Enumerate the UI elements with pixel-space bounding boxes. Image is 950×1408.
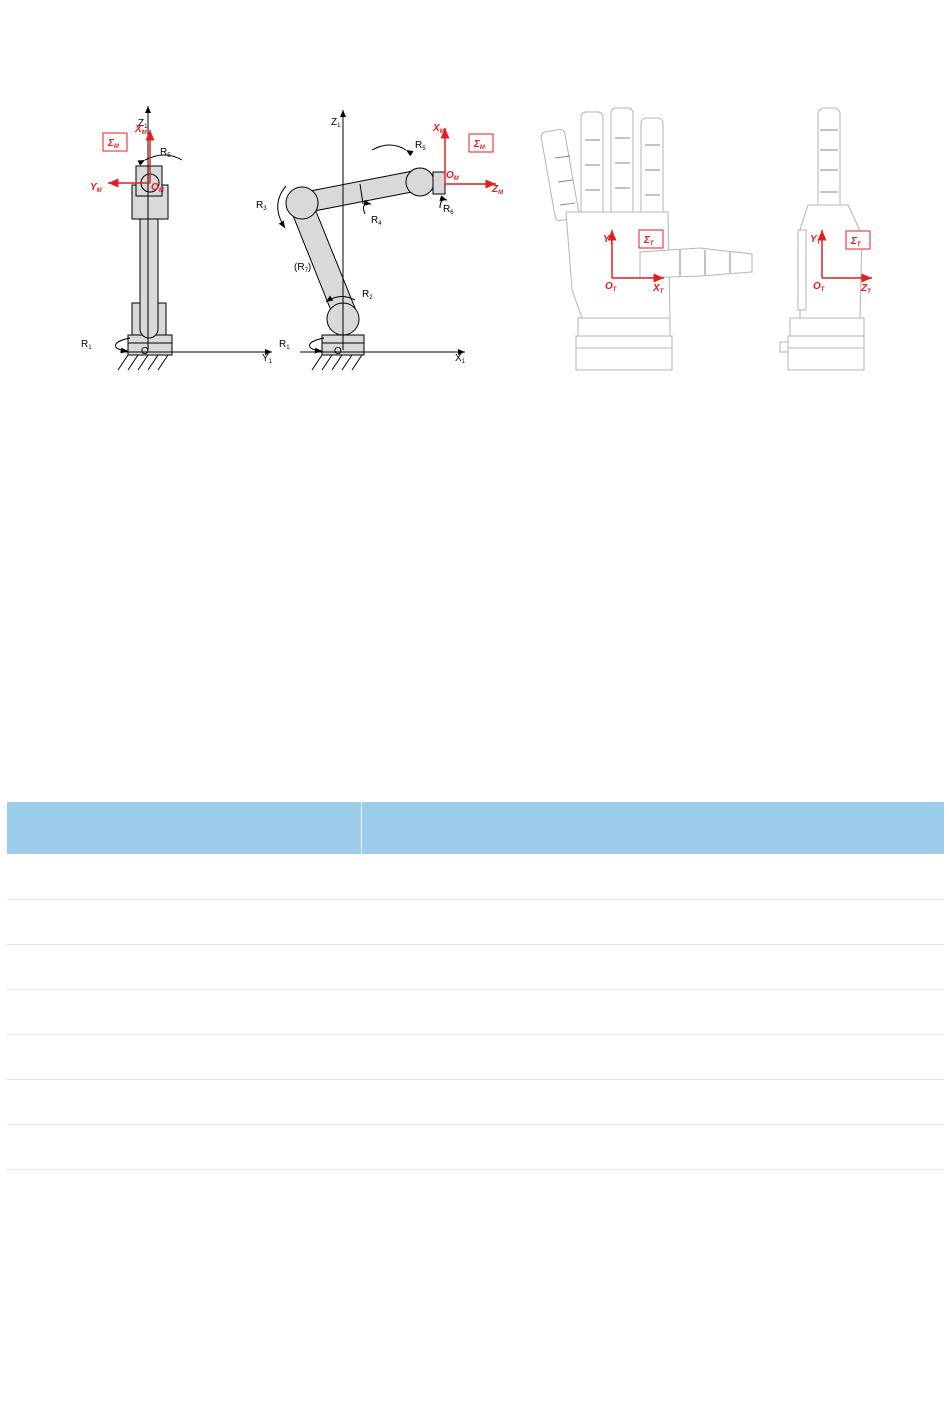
side-sigma-label: Σ — [474, 139, 480, 150]
side-zm-label: Z — [492, 184, 499, 195]
table-cell — [362, 944, 945, 989]
table-header-row — [7, 802, 944, 854]
front-y1-label: Y — [262, 353, 269, 364]
svg-text:X1: $X_1$ — [455, 353, 466, 365]
table-cell — [7, 1079, 362, 1124]
svg-text:XT: $X_T$ — [653, 283, 664, 295]
svg-text:OM: $O_M$ — [151, 182, 164, 194]
table-header-cell — [362, 802, 945, 854]
svg-text:Z1: $Z_1$ — [138, 118, 148, 130]
hand-front-xt-label: X — [653, 283, 660, 294]
svg-text:OT: $O_T$ — [813, 281, 825, 293]
front-r5-label: R — [160, 147, 168, 158]
front-sigma-label: Σ — [108, 138, 114, 149]
table-row — [7, 944, 944, 989]
table-cell — [362, 854, 945, 899]
svg-text:(R7): $(R_7)$ — [294, 262, 312, 274]
hand-side-zt-label: Z — [861, 283, 868, 294]
svg-text:R3: $R_3$ — [256, 200, 267, 212]
table-cell — [7, 854, 362, 899]
table-row — [7, 1079, 944, 1124]
svg-text:YT: $Y_T$ — [810, 234, 821, 246]
table-row — [7, 1124, 944, 1169]
table-row — [7, 1034, 944, 1079]
hand-front-yt-label: Y — [603, 234, 610, 245]
table-row — [7, 854, 944, 899]
side-origin-label: O — [334, 346, 342, 357]
table-cell — [7, 899, 362, 944]
svg-text:OM: $O_M$ — [446, 170, 459, 182]
table-cell — [7, 1124, 362, 1169]
table-cell — [7, 944, 362, 989]
svg-text:R6: $R_6$ — [443, 204, 454, 216]
front-r1-label: R — [81, 339, 89, 350]
front-om-label: O — [151, 182, 159, 193]
svg-text:R1: $R_1$ — [279, 339, 290, 351]
svg-text:ΣM: $\Sigma_M$ — [108, 138, 119, 150]
svg-text:XM: $X_M$ — [135, 124, 147, 136]
hand-side-sigma-label: Σ — [851, 236, 857, 247]
table-cell — [362, 899, 945, 944]
side-r7-label: (R — [294, 262, 305, 273]
side-r1-label: R — [279, 339, 287, 350]
side-x1-label: X — [455, 353, 462, 364]
svg-text:ZT: $Z_T$ — [861, 283, 871, 295]
svg-text:XM: $X_M$ — [433, 123, 445, 135]
svg-text:YM: $Y_M$ — [90, 182, 102, 194]
svg-text:Y1: $Y_1$ — [262, 353, 273, 365]
svg-text:YT: $Y_T$ — [603, 234, 614, 246]
table-header-cell — [7, 802, 362, 854]
svg-text:ZM: $Z_M$ — [492, 184, 504, 196]
side-r5-label: R — [415, 140, 423, 151]
svg-text:R5: $R_5$ — [415, 140, 426, 152]
svg-text:R5: $R_5$ — [160, 147, 171, 159]
svg-text:R4: $R_4$ — [371, 215, 382, 227]
svg-text:R2: $R_2$ — [362, 289, 373, 301]
svg-text:Z1: $Z_1$ — [331, 117, 341, 129]
table-cell — [7, 1034, 362, 1079]
hand-side-yt-label: Y — [810, 234, 817, 245]
robot-kinematics-figure — [0, 0, 950, 400]
side-r3-label: R — [256, 200, 264, 211]
arm-front-view — [81, 106, 273, 370]
table-cell — [362, 1124, 945, 1169]
side-r2-label: R — [362, 289, 370, 300]
side-xm-label: X — [433, 123, 440, 134]
arm-side-view — [256, 110, 504, 370]
table-cell — [362, 1079, 945, 1124]
hand-front-ot-label: O — [605, 281, 613, 292]
side-z1-label: Z — [331, 117, 338, 128]
data-table — [7, 802, 944, 1170]
svg-text:R1: $R_1$ — [81, 339, 92, 351]
side-r4-label: R — [371, 215, 379, 226]
table-row — [7, 989, 944, 1034]
front-ym-label: Y — [90, 182, 97, 193]
svg-text:ΣT: $\Sigma_T$ — [851, 236, 861, 248]
table-cell — [362, 1034, 945, 1079]
svg-text:ΣT: $\Sigma_T$ — [644, 235, 654, 247]
hand-side-ot-label: O — [813, 281, 821, 292]
side-om-label: O — [446, 170, 454, 181]
front-z1-label: Z — [138, 118, 145, 129]
front-origin-label: O — [141, 346, 149, 357]
table-row — [7, 899, 944, 944]
table-cell — [362, 989, 945, 1034]
front-xm-label: X — [135, 124, 142, 135]
hand-front-sigma-label: Σ — [644, 235, 650, 246]
table-cell — [7, 989, 362, 1034]
svg-text:ΣM: $\Sigma_M$ — [474, 139, 485, 151]
side-r6-label: R — [443, 204, 451, 215]
svg-text:OT: $O_T$ — [605, 281, 617, 293]
